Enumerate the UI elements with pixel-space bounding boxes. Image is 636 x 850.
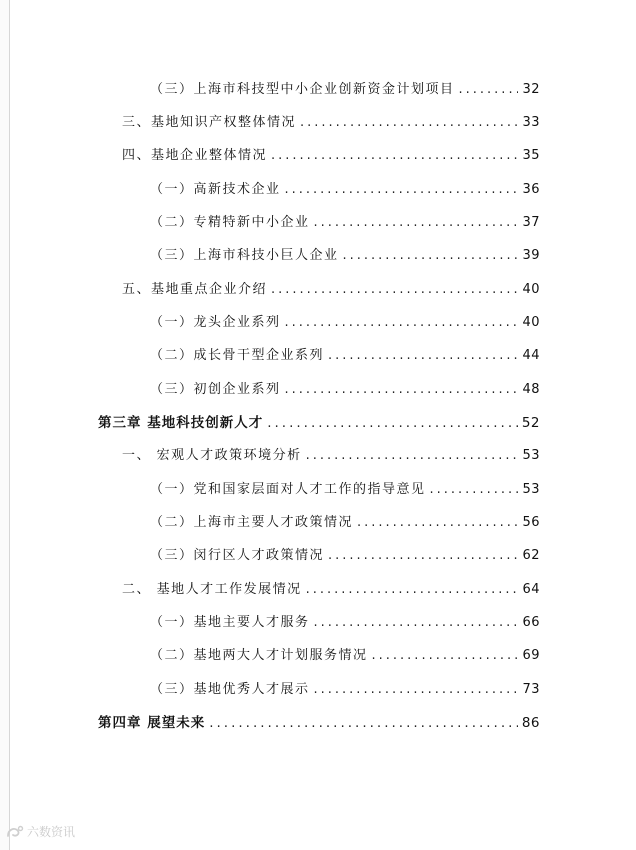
- toc-dot-leader: [343, 248, 519, 263]
- toc-entry[interactable]: [150, 311, 540, 331]
- watermark-text: 六数资讯: [27, 825, 76, 839]
- toc-entry[interactable]: [150, 678, 540, 698]
- toc-dot-leader: [306, 582, 519, 597]
- toc-dot-leader: [209, 715, 518, 731]
- toc-entry-page: 56: [522, 515, 540, 530]
- toc-entry-title: （一）党和国家层面对人才工作的指导意见: [150, 482, 426, 497]
- toc-entry-page: 62: [522, 548, 540, 563]
- toc-entry-title: 一、 宏观人才政策环境分析: [122, 448, 302, 463]
- toc-dot-leader: [430, 482, 519, 497]
- toc-entry[interactable]: [150, 511, 540, 531]
- toc-entry-page: 52: [521, 415, 540, 431]
- toc-entry-page: 53: [522, 482, 540, 497]
- toc-entry-page: 73: [522, 682, 540, 697]
- toc-entry-page: 48: [522, 382, 540, 397]
- toc-entry[interactable]: [122, 278, 540, 298]
- watermark-logo-icon: [6, 825, 24, 839]
- watermark: [6, 823, 75, 840]
- toc-dot-leader: [459, 82, 519, 97]
- toc-entry[interactable]: [150, 644, 540, 664]
- toc-entry-page: 32: [522, 82, 540, 97]
- toc-entry-page: 39: [522, 248, 540, 263]
- toc-entry-page: 40: [522, 315, 540, 330]
- toc-dot-leader: [271, 148, 518, 163]
- toc-entry-page: 64: [522, 582, 540, 597]
- toc-entry[interactable]: [150, 178, 540, 198]
- page-left-edge: [0, 0, 10, 850]
- toc-entry-title: 二、 基地人才工作发展情况: [122, 582, 302, 597]
- toc-dot-leader: [314, 215, 519, 230]
- toc-entry-page: 33: [522, 115, 540, 130]
- toc-dot-leader: [328, 348, 518, 363]
- toc-entry-page: 66: [522, 615, 540, 630]
- toc-chapter-title: 第四章 展望未来: [98, 715, 206, 731]
- toc-entry-page: 69: [522, 648, 540, 663]
- toc-entry-title: 五、基地重点企业介绍: [122, 282, 268, 297]
- toc-entry[interactable]: [150, 378, 540, 398]
- toc-dot-leader: [300, 115, 518, 130]
- toc-entry-title: （三）上海市科技小巨人企业: [150, 248, 339, 263]
- toc-dot-leader: [328, 548, 518, 563]
- toc-entry-page: 44: [522, 348, 540, 363]
- toc-dot-leader: [372, 648, 519, 663]
- toc-entry-title: （二）基地两大人才计划服务情况: [150, 648, 368, 663]
- toc-dot-leader: [306, 448, 519, 463]
- toc-entry[interactable]: [150, 211, 540, 231]
- toc-dot-leader: [314, 682, 519, 697]
- toc-entry-title: （一）高新技术企业: [150, 182, 281, 197]
- toc-dot-leader: [267, 415, 518, 431]
- toc-entry-title: （三）基地优秀人才展示: [150, 682, 310, 697]
- toc-entry-title: （二）上海市主要人才政策情况: [150, 515, 354, 530]
- toc-entry-page: 53: [522, 448, 540, 463]
- toc-chapter-entry[interactable]: [98, 411, 540, 431]
- toc-entry[interactable]: [122, 444, 540, 464]
- toc-entry[interactable]: [122, 578, 540, 598]
- toc-entry-page: 36: [522, 182, 540, 197]
- toc-entry-title: （二）专精特新中小企业: [150, 215, 310, 230]
- toc-entry-title: （一）龙头企业系列: [150, 315, 281, 330]
- toc-entry[interactable]: [150, 344, 540, 364]
- toc-chapter-entry[interactable]: [98, 711, 540, 731]
- toc-entry-title: （三）上海市科技型中小企业创新资金计划项目: [150, 82, 455, 97]
- toc-entry-title: （三）闵行区人才政策情况: [150, 548, 325, 563]
- toc-entry[interactable]: [122, 111, 540, 131]
- toc-entry-page: 37: [522, 215, 540, 230]
- toc-dot-leader: [285, 315, 519, 330]
- toc-entry-page: 86: [521, 715, 540, 731]
- toc-entry[interactable]: [150, 244, 540, 264]
- toc-chapter-title: 第三章 基地科技创新人才: [98, 415, 264, 431]
- toc-entry[interactable]: [150, 478, 540, 498]
- toc-entry[interactable]: [122, 144, 540, 164]
- toc-entry-page: 40: [522, 282, 540, 297]
- toc-entry-title: （二）成长骨干型企业系列: [150, 348, 325, 363]
- toc-dot-leader: [357, 515, 518, 530]
- toc-entry[interactable]: [150, 544, 540, 564]
- toc-entry[interactable]: [150, 78, 540, 98]
- toc-entry[interactable]: [150, 611, 540, 631]
- toc-entry-title: 四、基地企业整体情况: [122, 148, 268, 163]
- toc-entry-page: 35: [522, 148, 540, 163]
- toc-dot-leader: [285, 182, 519, 197]
- toc-entry-title: （三）初创企业系列: [150, 382, 281, 397]
- toc-dot-leader: [285, 382, 519, 397]
- toc-entry-title: （一）基地主要人才服务: [150, 615, 310, 630]
- toc-dot-leader: [271, 282, 518, 297]
- toc-entry-title: 三、基地知识产权整体情况: [122, 115, 297, 130]
- toc-dot-leader: [314, 615, 519, 630]
